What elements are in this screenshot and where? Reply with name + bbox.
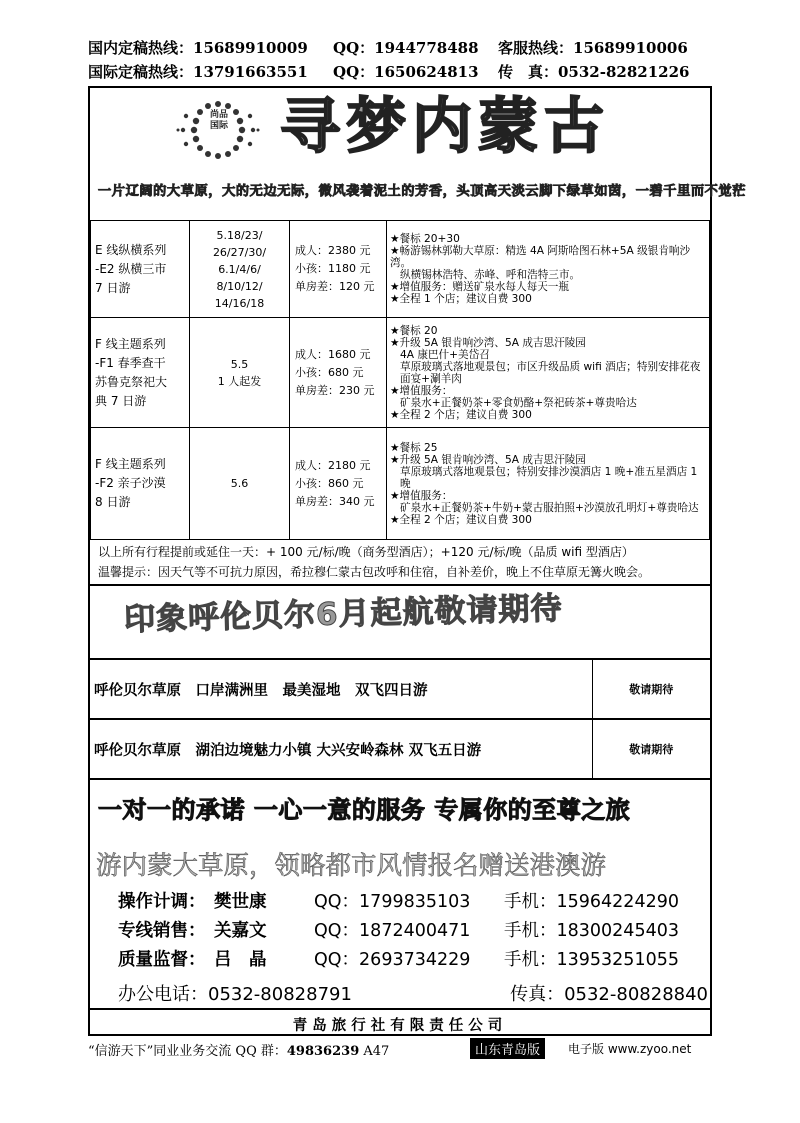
company-name: 青岛旅行社有限责任公司 — [292, 1018, 508, 1034]
route-title: 呼伦贝尔草原 口岸满洲里 最美湿地 双飞四日游 — [90, 659, 592, 719]
tour-prices: 成人：2380 元 小孩：1180 元 单房差：120 元 — [290, 221, 387, 318]
tour-dates: 5.18/23/ 26/27/30/ 6.1/4/6/ 8/10/12/ 14/16/18 — [190, 221, 290, 318]
hotline-row-international — [88, 60, 728, 84]
domestic-hotline: 国内定稿热线：15689910009 — [88, 39, 308, 57]
route-status: 敬请期待 — [592, 719, 710, 779]
office-fax: 传真：0532-80828840 — [510, 984, 708, 1005]
contact-qq: QQ：2693734229 — [314, 950, 471, 970]
divider — [90, 584, 710, 586]
ad-frame — [88, 86, 747, 1036]
contact-row — [118, 946, 714, 975]
logo-text: 尚品 国际 — [209, 110, 228, 131]
table-row — [91, 318, 710, 428]
international-hotline: 国际定稿热线：13791663551 — [88, 63, 308, 81]
contact-qq: QQ：1872400471 — [314, 921, 471, 941]
tour-notes — [98, 542, 708, 582]
tour-prices: 成人：2180 元 小孩：860 元 单房差：340 元 — [290, 428, 387, 540]
page-title: 寻梦内蒙古 — [280, 92, 610, 162]
qq-group: “信游天下”同业业务交流 QQ 群：49836239 A47 — [88, 1044, 390, 1059]
service-hotline: 客服热线：15689910006 — [498, 39, 688, 57]
office-phone: 办公电话：0532-80828791 — [118, 984, 352, 1005]
edition-badge: 山东青岛版 — [470, 1038, 545, 1059]
table-row — [90, 719, 710, 779]
international-qq: QQ：1650624813 — [333, 63, 479, 81]
divider — [90, 1008, 710, 1010]
epaper-link[interactable]: 电子版 www.zyoo.net — [568, 1042, 692, 1056]
contact-phone: 手机：18300245403 — [504, 921, 679, 941]
extension-note: 以上所有行程提前或延住一天：+ 100 元/标/晚（商务型酒店）；+120 元/标/晚（品质 wifi 型酒店） — [98, 545, 634, 559]
weather-tip: 温馨提示：因天气等不可抗力原因，希拉穆仁蒙古包改呼和住宿，自补差价，晚上不住草原无篝火晚会。 — [98, 565, 651, 579]
contact-row — [118, 917, 714, 946]
hulunbuir-promo: 印象呼伦贝尔6月起航敬请期待 — [123, 590, 563, 638]
contact-qq: QQ：1799835103 — [314, 892, 471, 912]
hotline-row-domestic — [88, 36, 728, 60]
table-row — [91, 428, 710, 540]
tour-table — [90, 220, 710, 540]
contact-role: 专线销售： — [118, 921, 206, 941]
hotline-block — [88, 36, 728, 84]
contact-role: 操作计调： — [118, 892, 206, 912]
contact-name: 樊世康 — [214, 892, 267, 912]
office-contacts — [118, 980, 708, 1006]
contact-phone: 手机：13953251055 — [504, 950, 679, 970]
tour-name: E 线纵横系列 -E2 纵横三市 7 日游 — [91, 221, 190, 318]
bonus-promo: 游内蒙大草原，领略都市风情报名赠送港澳游 — [96, 851, 607, 881]
tour-features: ★餐标 20+30 ★畅游锡林郭勒大草原：精选 4A 阿斯哈图石林+5A 级银肯响沙湾。 纵横锡林浩特、赤峰、呼和浩特三市。 ★增值服务：赠送矿泉水每人每天一瓶 ★全程 1 个店；建议自费 300 — [387, 221, 710, 318]
qq-group-number: 49836239 — [286, 1044, 360, 1059]
route-status: 敬请期待 — [592, 659, 710, 719]
tour-features: ★餐标 25 ★升级 5A 银肯响沙湾、5A 成吉思汗陵园 草原玻璃式落地观景包；特别安排沙漠酒店 1 晚+准五星酒店 1 晚 ★增值服务： 矿泉水+正餐奶茶+牛奶+蒙古服拍照+沙漠放孔明灯+尊贵哈达 ★全程 2 个店；建议自费 300 — [387, 428, 710, 540]
tour-features: ★餐标 20 ★升级 5A 银肯响沙湾、5A 成吉思汗陵园 4A 康巴什+美岱召 草原玻璃式落地观景包；市区升级品质 wifi 酒店；特别安排花夜面宴+涮羊肉 ★增值服务： 矿泉水+正餐奶茶+零食奶酪+祭祀砖茶+尊贵哈达 ★全程 2 个店；建议自费 300 — [387, 318, 710, 428]
contact-list — [118, 888, 714, 975]
contact-name: 关嘉文 — [214, 921, 267, 941]
tour-name: F 线主题系列 -F2 亲子沙漠 8 日游 — [91, 428, 190, 540]
contact-row — [118, 888, 714, 917]
page-number: A47 — [363, 1044, 390, 1059]
tour-name: F 线主题系列 -F1 春季查干 苏鲁克祭祀大 典 7 日游 — [91, 318, 190, 428]
table-row — [90, 659, 710, 719]
tour-dates: 5.6 — [190, 428, 290, 540]
contact-role: 质量监督： — [118, 950, 206, 970]
page-footer — [88, 1038, 720, 1058]
domestic-qq: QQ：1944778488 — [333, 39, 479, 57]
slogan: 一片辽阔的大草原，大的无边无际，微风袭着泥土的芳香，头顶高天淡云脚下绿草如茵，一碧千里而不觉茫 — [98, 184, 747, 199]
service-promise: 一对一的承诺 一心一意的服务 专属你的至尊之旅 — [98, 796, 631, 824]
tour-prices: 成人：1680 元 小孩：680 元 单房差：230 元 — [290, 318, 387, 428]
contact-phone: 手机：15964224290 — [504, 892, 679, 912]
route-title: 呼伦贝尔草原 湖泊边境魅力小镇 大兴安岭森林 双飞五日游 — [90, 719, 592, 779]
fax-number: 传 真：0532-82821226 — [498, 63, 690, 81]
route-table — [90, 658, 710, 780]
table-row — [91, 221, 710, 318]
contact-name: 吕 晶 — [214, 950, 267, 970]
tour-dates: 5.5 1 人起发 — [190, 318, 290, 428]
